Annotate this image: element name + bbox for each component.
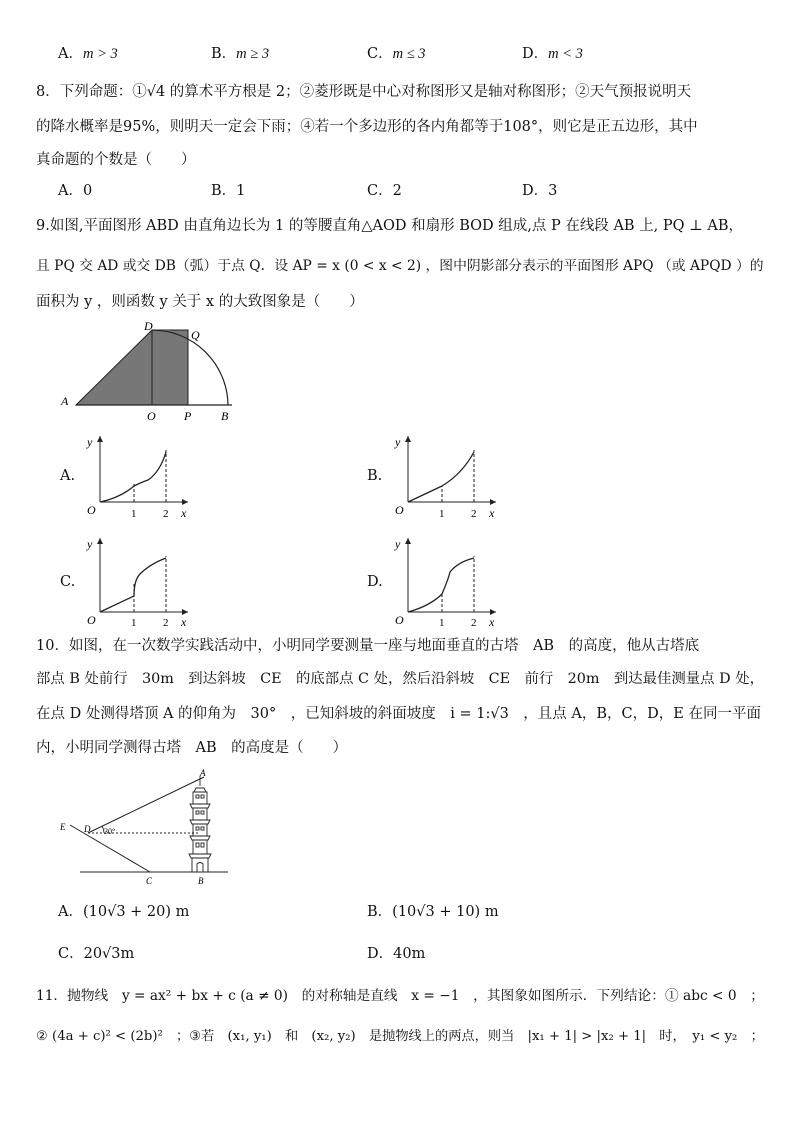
q7-option-a[interactable]: A．m > 3 — [58, 46, 118, 62]
label-q: Q — [191, 328, 200, 342]
label-b: B — [221, 409, 229, 423]
label-b: B — [198, 876, 204, 886]
q10-line-2: 部点 B 处前行 30m 到达斜坡 CE 的底部点 C 处，然后沿斜坡 CE 前行 20m 到达最佳测量点 D 处， — [36, 671, 764, 687]
tick-2: 2 — [471, 508, 477, 520]
q11-line-1: 11．抛物线 y = ax² + bx + c (a ≠ 0) 的对称轴是直线 x = −1 ，其图象如图所示．下列结论：① abc < 0 ； — [36, 988, 764, 1004]
origin: O — [87, 613, 96, 627]
label-o: O — [147, 409, 156, 423]
label-c: C — [146, 876, 153, 886]
q10-option-c[interactable]: C．20√3m — [58, 946, 135, 962]
tick-1: 1 — [131, 508, 137, 520]
q8-line-1: 8．下列命题：①√4 的算术平方根是 2；②菱形既是中心对称图形又是轴对称图形；②天气预报说明天 — [36, 84, 692, 100]
label-a: A — [200, 768, 206, 778]
origin: O — [395, 503, 404, 517]
axis-x: x — [181, 506, 187, 520]
q8-option-b[interactable]: B．1 — [211, 183, 246, 199]
q11-line-2: ② (4a + c)² < (2b)² ；③若 (x₁, y₁) 和 (x₂, y₂) 是抛物线上的两点，则当 |x₁ + 1| > |x₂ + 1| 时， y₁ < y₂ ； — [36, 1029, 764, 1044]
q10-option-a[interactable]: A．(10√3 + 20) m — [58, 904, 190, 920]
label-d: D — [84, 824, 91, 834]
q10-line-3: 在点 D 处测得塔顶 A 的仰角为 30° ，已知斜坡的斜面坡度 i = 1:√3 ，且点 A，B，C，D，E 在同一平面 — [36, 706, 761, 722]
q10-option-b[interactable]: B．(10√3 + 10) m — [367, 904, 499, 920]
axis-y: y — [395, 537, 401, 551]
tick-2: 2 — [163, 508, 169, 520]
q10-line-4: 内，小明同学测得古塔 AB 的高度是（ ） — [36, 740, 348, 756]
axis-x: x — [489, 615, 495, 629]
q9-option-d-label[interactable]: D. — [367, 574, 383, 590]
origin: O — [395, 613, 404, 627]
origin: O — [87, 503, 96, 517]
axis-x: x — [181, 615, 187, 629]
q10-line-1: 10．如图，在一次数学实践活动中，小明同学要测量一座与地面垂直的古塔 AB 的高度，他从古塔底 — [36, 638, 700, 654]
axis-x: x — [489, 506, 495, 520]
label-e: E — [60, 822, 66, 832]
q10-option-d[interactable]: D．40m — [367, 946, 426, 962]
q9-option-c-label[interactable]: C. — [60, 574, 76, 590]
pagoda-icon — [189, 776, 211, 872]
tick-1: 1 — [439, 617, 445, 629]
q7-option-c[interactable]: C．m ≤ 3 — [367, 46, 426, 62]
q8-line-3: 真命题的个数是（ ） — [36, 152, 196, 168]
q9-option-a-label[interactable]: A. — [60, 468, 76, 484]
tick-1: 1 — [131, 617, 137, 629]
angle-label: 30° — [104, 827, 116, 836]
label-p: P — [184, 409, 192, 423]
axis-y: y — [395, 435, 401, 449]
tick-2: 2 — [471, 617, 477, 629]
q7-option-b[interactable]: B．m ≥ 3 — [211, 46, 270, 62]
q8-line-2: 的降水概率是95%，则明天一定会下雨；④若一个多边形的各内角都等于108°，则它是正五边形，其中 — [36, 119, 698, 135]
q8-option-c[interactable]: C．2 — [367, 183, 402, 199]
q8-option-a[interactable]: A．0 — [58, 183, 93, 199]
q9-line-2: 且 PQ 交 AD 或交 DB（弧）于点 Q．设 AP = x (0 < x < 2) ，图中阴影部分表示的平面图形 APQ （或 APQD ）的 — [36, 258, 764, 274]
q9-option-b-label[interactable]: B. — [367, 468, 383, 484]
axis-y: y — [87, 435, 93, 449]
label-d: D — [144, 319, 153, 333]
label-a: A — [61, 394, 69, 408]
axis-y: y — [87, 537, 93, 551]
q9-line-3: 面积为 y ，则函数 y 关于 x 的大致图象是（ ） — [36, 294, 364, 310]
tick-1: 1 — [439, 508, 445, 520]
q9-line-1: 9.如图,平面图形 ABD 由直角边长为 1 的等腰直角△AOD 和扇形 BOD 组成,点 P 在线段 AB 上, PQ ⊥ AB， — [36, 218, 744, 234]
q7-option-d[interactable]: D．m < 3 — [522, 46, 583, 62]
tick-2: 2 — [163, 617, 169, 629]
q8-option-d[interactable]: D．3 — [522, 183, 558, 199]
